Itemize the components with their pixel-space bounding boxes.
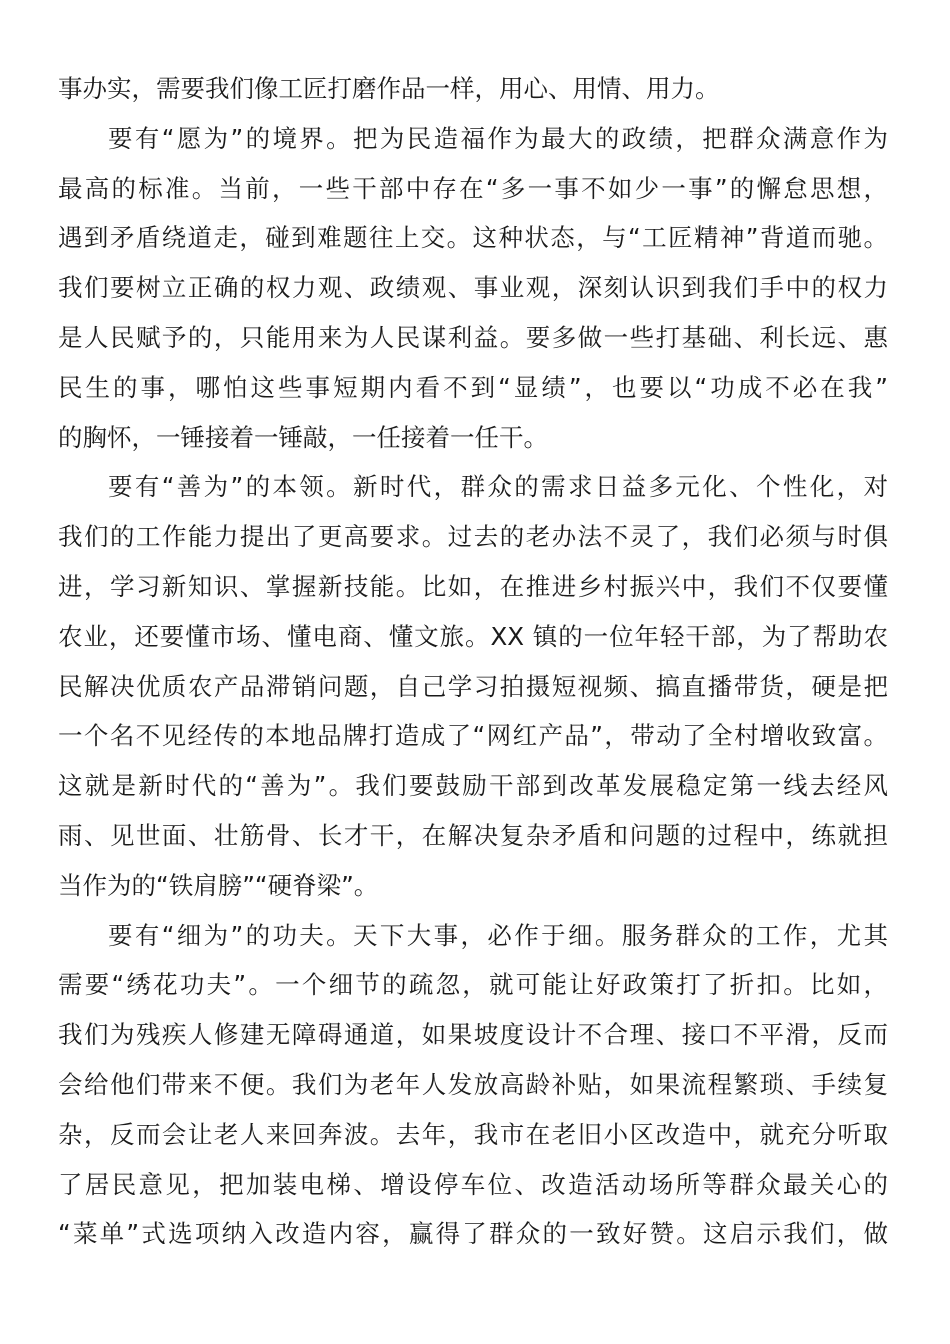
text-line: 会给他们带来不便。我们为老年人发放高龄补贴，如果流程繁琐、手续复	[58, 1069, 888, 1099]
text-line: “菜单”式选项纳入改造内容，赢得了群众的一致好赞。这启示我们，做	[58, 1219, 888, 1249]
text-line: 了居民意见，把加装电梯、增设停车位、改造活动场所等群众最关心的	[58, 1169, 888, 1199]
paragraph-end-line: 的胸怀，一锤接着一锤敲，一任接着一任干。	[58, 422, 548, 452]
text-line: 最高的标准。当前，一些干部中存在“多一事不如少一事”的懈怠思想，	[58, 173, 888, 203]
text-line: 是人民赋予的，只能用来为人民谋利益。要多做一些打基础、利长远、惠	[58, 322, 888, 352]
text-line: 需要“绣花功夫”。一个细节的疏忽，就可能让好政策打了折扣。比如，	[58, 970, 888, 1000]
paragraph-end-line: 当作为的“铁肩膀”“硬脊梁”。	[58, 870, 379, 900]
text-line: 杂，反而会让老人来回奔波。去年，我市在老旧小区改造中，就充分听取	[58, 1119, 888, 1149]
document-body	[58, 64, 888, 1259]
text-line: 民解决优质农产品滞销问题，自己学习拍摄短视频、搞直播带货，硬是把	[58, 671, 888, 701]
paragraph-start-line: 要有“细为”的功夫。天下大事，必作于细。服务群众的工作，尤其	[108, 920, 888, 950]
text-line: 雨、见世面、壮筋骨、长才干，在解决复杂矛盾和问题的过程中，练就担	[58, 820, 888, 850]
text-line: 我们要树立正确的权力观、政绩观、事业观，深刻认识到我们手中的权力	[58, 273, 888, 303]
text-line: 农业，还要懂市场、懂电商、懂文旅。XX 镇的一位年轻干部，为了帮助农	[58, 621, 888, 651]
text-line: 民生的事，哪怕这些事短期内看不到“显绩”，也要以“功成不必在我”	[58, 372, 888, 402]
paragraph-start-line: 要有“善为”的本领。新时代，群众的需求日益多元化、个性化，对	[108, 472, 888, 502]
text-line: 我们为残疾人修建无障碍通道，如果坡度设计不合理、接口不平滑，反而	[58, 1020, 888, 1050]
paragraph-start-line: 要有“愿为”的境界。把为民造福作为最大的政绩，把群众满意作为	[108, 123, 888, 153]
text-line: 遇到矛盾绕道走，碰到难题往上交。这种状态，与“工匠精神”背道而驰。	[58, 223, 888, 253]
text-line: 一个名不见经传的本地品牌打造成了“网红产品”，带动了全村增收致富。	[58, 721, 888, 751]
text-line: 事办实，需要我们像工匠打磨作品一样，用心、用情、用力。	[58, 74, 720, 103]
text-line: 这就是新时代的“善为”。我们要鼓励干部到改革发展稳定第一线去经风	[58, 771, 888, 801]
text-line: 进，学习新知识、掌握新技能。比如，在推进乡村振兴中，我们不仅要懂	[58, 571, 888, 601]
text-line: 我们的工作能力提出了更高要求。过去的老办法不灵了，我们必须与时俱	[58, 522, 888, 552]
